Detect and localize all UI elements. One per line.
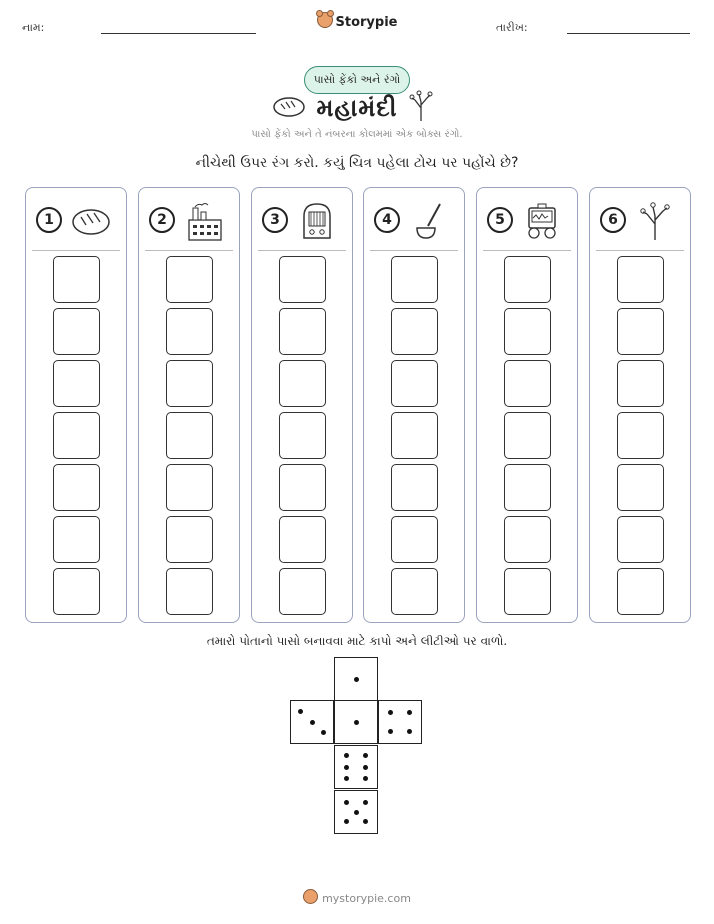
- color-box[interactable]: [166, 360, 213, 407]
- name-line[interactable]: [101, 33, 256, 34]
- radio-icon: [296, 200, 338, 242]
- question-text: નીચેથી ઉપર રંગ કરો. કયું ચિત્ર પહેલા ટોચ પર પહોંચે છે?: [195, 155, 519, 171]
- color-box[interactable]: [391, 568, 438, 615]
- column-4: [363, 187, 465, 623]
- color-box[interactable]: [617, 256, 664, 303]
- color-box[interactable]: [617, 516, 664, 563]
- column-number: 6: [600, 207, 626, 233]
- column-divider: [145, 250, 233, 251]
- column-divider: [370, 250, 458, 251]
- dice-pip: [344, 765, 349, 770]
- page-title: મહામંદી: [316, 94, 398, 122]
- color-box[interactable]: [279, 516, 326, 563]
- dice-face-1: [334, 657, 378, 701]
- color-box[interactable]: [166, 464, 213, 511]
- color-box[interactable]: [617, 464, 664, 511]
- color-box[interactable]: [166, 516, 213, 563]
- ladle-icon: [408, 200, 450, 242]
- dice-pip: [388, 729, 393, 734]
- dice-pip: [363, 819, 368, 824]
- color-box[interactable]: [391, 256, 438, 303]
- activity-tag: પાસો ફેંકો અને રંગો: [304, 66, 410, 94]
- column-number: 1: [36, 207, 62, 233]
- color-box[interactable]: [166, 568, 213, 615]
- column-number: 5: [487, 207, 513, 233]
- dice-pip: [363, 800, 368, 805]
- color-box[interactable]: [391, 412, 438, 459]
- storypie-logo: [0, 12, 714, 30]
- color-box[interactable]: [279, 308, 326, 355]
- footer: [0, 889, 714, 905]
- color-box[interactable]: [504, 516, 551, 563]
- date-label: તારીખ:: [496, 21, 528, 34]
- color-box[interactable]: [504, 256, 551, 303]
- column-number: 3: [262, 207, 288, 233]
- dice-pip: [344, 776, 349, 781]
- color-box[interactable]: [504, 464, 551, 511]
- color-box[interactable]: [504, 412, 551, 459]
- color-box[interactable]: [53, 308, 100, 355]
- color-box[interactable]: [617, 412, 664, 459]
- cut-instructions: તમારો પોતાનો પાસો બનાવવા માટે કાપો અને લીટીઓ પર વાળો.: [206, 634, 508, 648]
- column-number: 4: [374, 207, 400, 233]
- color-box[interactable]: [53, 464, 100, 511]
- dice-pip: [407, 729, 412, 734]
- color-box[interactable]: [391, 308, 438, 355]
- dice-pip: [354, 677, 359, 682]
- bread-icon: [70, 200, 112, 242]
- dice-pip: [354, 810, 359, 815]
- color-box[interactable]: [279, 412, 326, 459]
- bare-tree-icon: [408, 90, 434, 122]
- dice-pip: [344, 753, 349, 758]
- instructions-subtitle: પાસો ફેંકો અને તે નંબરના કોલમમાં એક બોક્સ રંગો.: [251, 129, 463, 140]
- dice-pip: [363, 776, 368, 781]
- column-1: [25, 187, 127, 623]
- color-box[interactable]: [279, 256, 326, 303]
- dice-pip: [344, 819, 349, 824]
- color-box[interactable]: [166, 412, 213, 459]
- color-box[interactable]: [53, 516, 100, 563]
- color-box[interactable]: [391, 464, 438, 511]
- brand-name: Storypie: [335, 15, 398, 30]
- column-number: 2: [149, 207, 175, 233]
- color-box[interactable]: [279, 360, 326, 407]
- column-divider: [32, 250, 120, 251]
- bare-tree-icon: [634, 200, 676, 242]
- dice-pip: [321, 730, 326, 735]
- dice-pip: [298, 709, 303, 714]
- color-box[interactable]: [617, 568, 664, 615]
- dice-pip: [363, 753, 368, 758]
- color-box[interactable]: [617, 308, 664, 355]
- bear-logo-icon: [317, 12, 333, 28]
- color-box[interactable]: [53, 412, 100, 459]
- dice-pip: [344, 800, 349, 805]
- color-box[interactable]: [504, 308, 551, 355]
- color-box[interactable]: [391, 516, 438, 563]
- dice-pip: [407, 710, 412, 715]
- color-box[interactable]: [279, 568, 326, 615]
- color-box[interactable]: [279, 464, 326, 511]
- color-box[interactable]: [504, 568, 551, 615]
- color-box[interactable]: [53, 568, 100, 615]
- dice-face-4: [378, 700, 422, 744]
- dice-face-6: [334, 745, 378, 789]
- color-box[interactable]: [617, 360, 664, 407]
- column-divider: [483, 250, 571, 251]
- dice-pip: [363, 765, 368, 770]
- color-box[interactable]: [166, 256, 213, 303]
- name-label: નામ:: [22, 21, 45, 34]
- column-divider: [258, 250, 346, 251]
- column-6: [589, 187, 691, 623]
- color-box[interactable]: [166, 308, 213, 355]
- bear-logo-icon: [303, 889, 318, 904]
- dice-pip: [388, 710, 393, 715]
- dice-face-1: [334, 700, 378, 744]
- color-box[interactable]: [504, 360, 551, 407]
- factory-icon: [183, 200, 225, 242]
- column-3: [251, 187, 353, 623]
- column-2: [138, 187, 240, 623]
- jalopy-car-icon: [521, 200, 563, 242]
- color-box[interactable]: [53, 360, 100, 407]
- dice-pip: [354, 720, 359, 725]
- column-5: [476, 187, 578, 623]
- color-box[interactable]: [391, 360, 438, 407]
- dice-face-3: [290, 700, 334, 744]
- date-line[interactable]: [567, 33, 690, 34]
- dice-face-5: [334, 790, 378, 834]
- dice-pip: [310, 720, 315, 725]
- color-box[interactable]: [53, 256, 100, 303]
- footer-url[interactable]: mystorypie.com: [322, 892, 411, 905]
- column-divider: [596, 250, 684, 251]
